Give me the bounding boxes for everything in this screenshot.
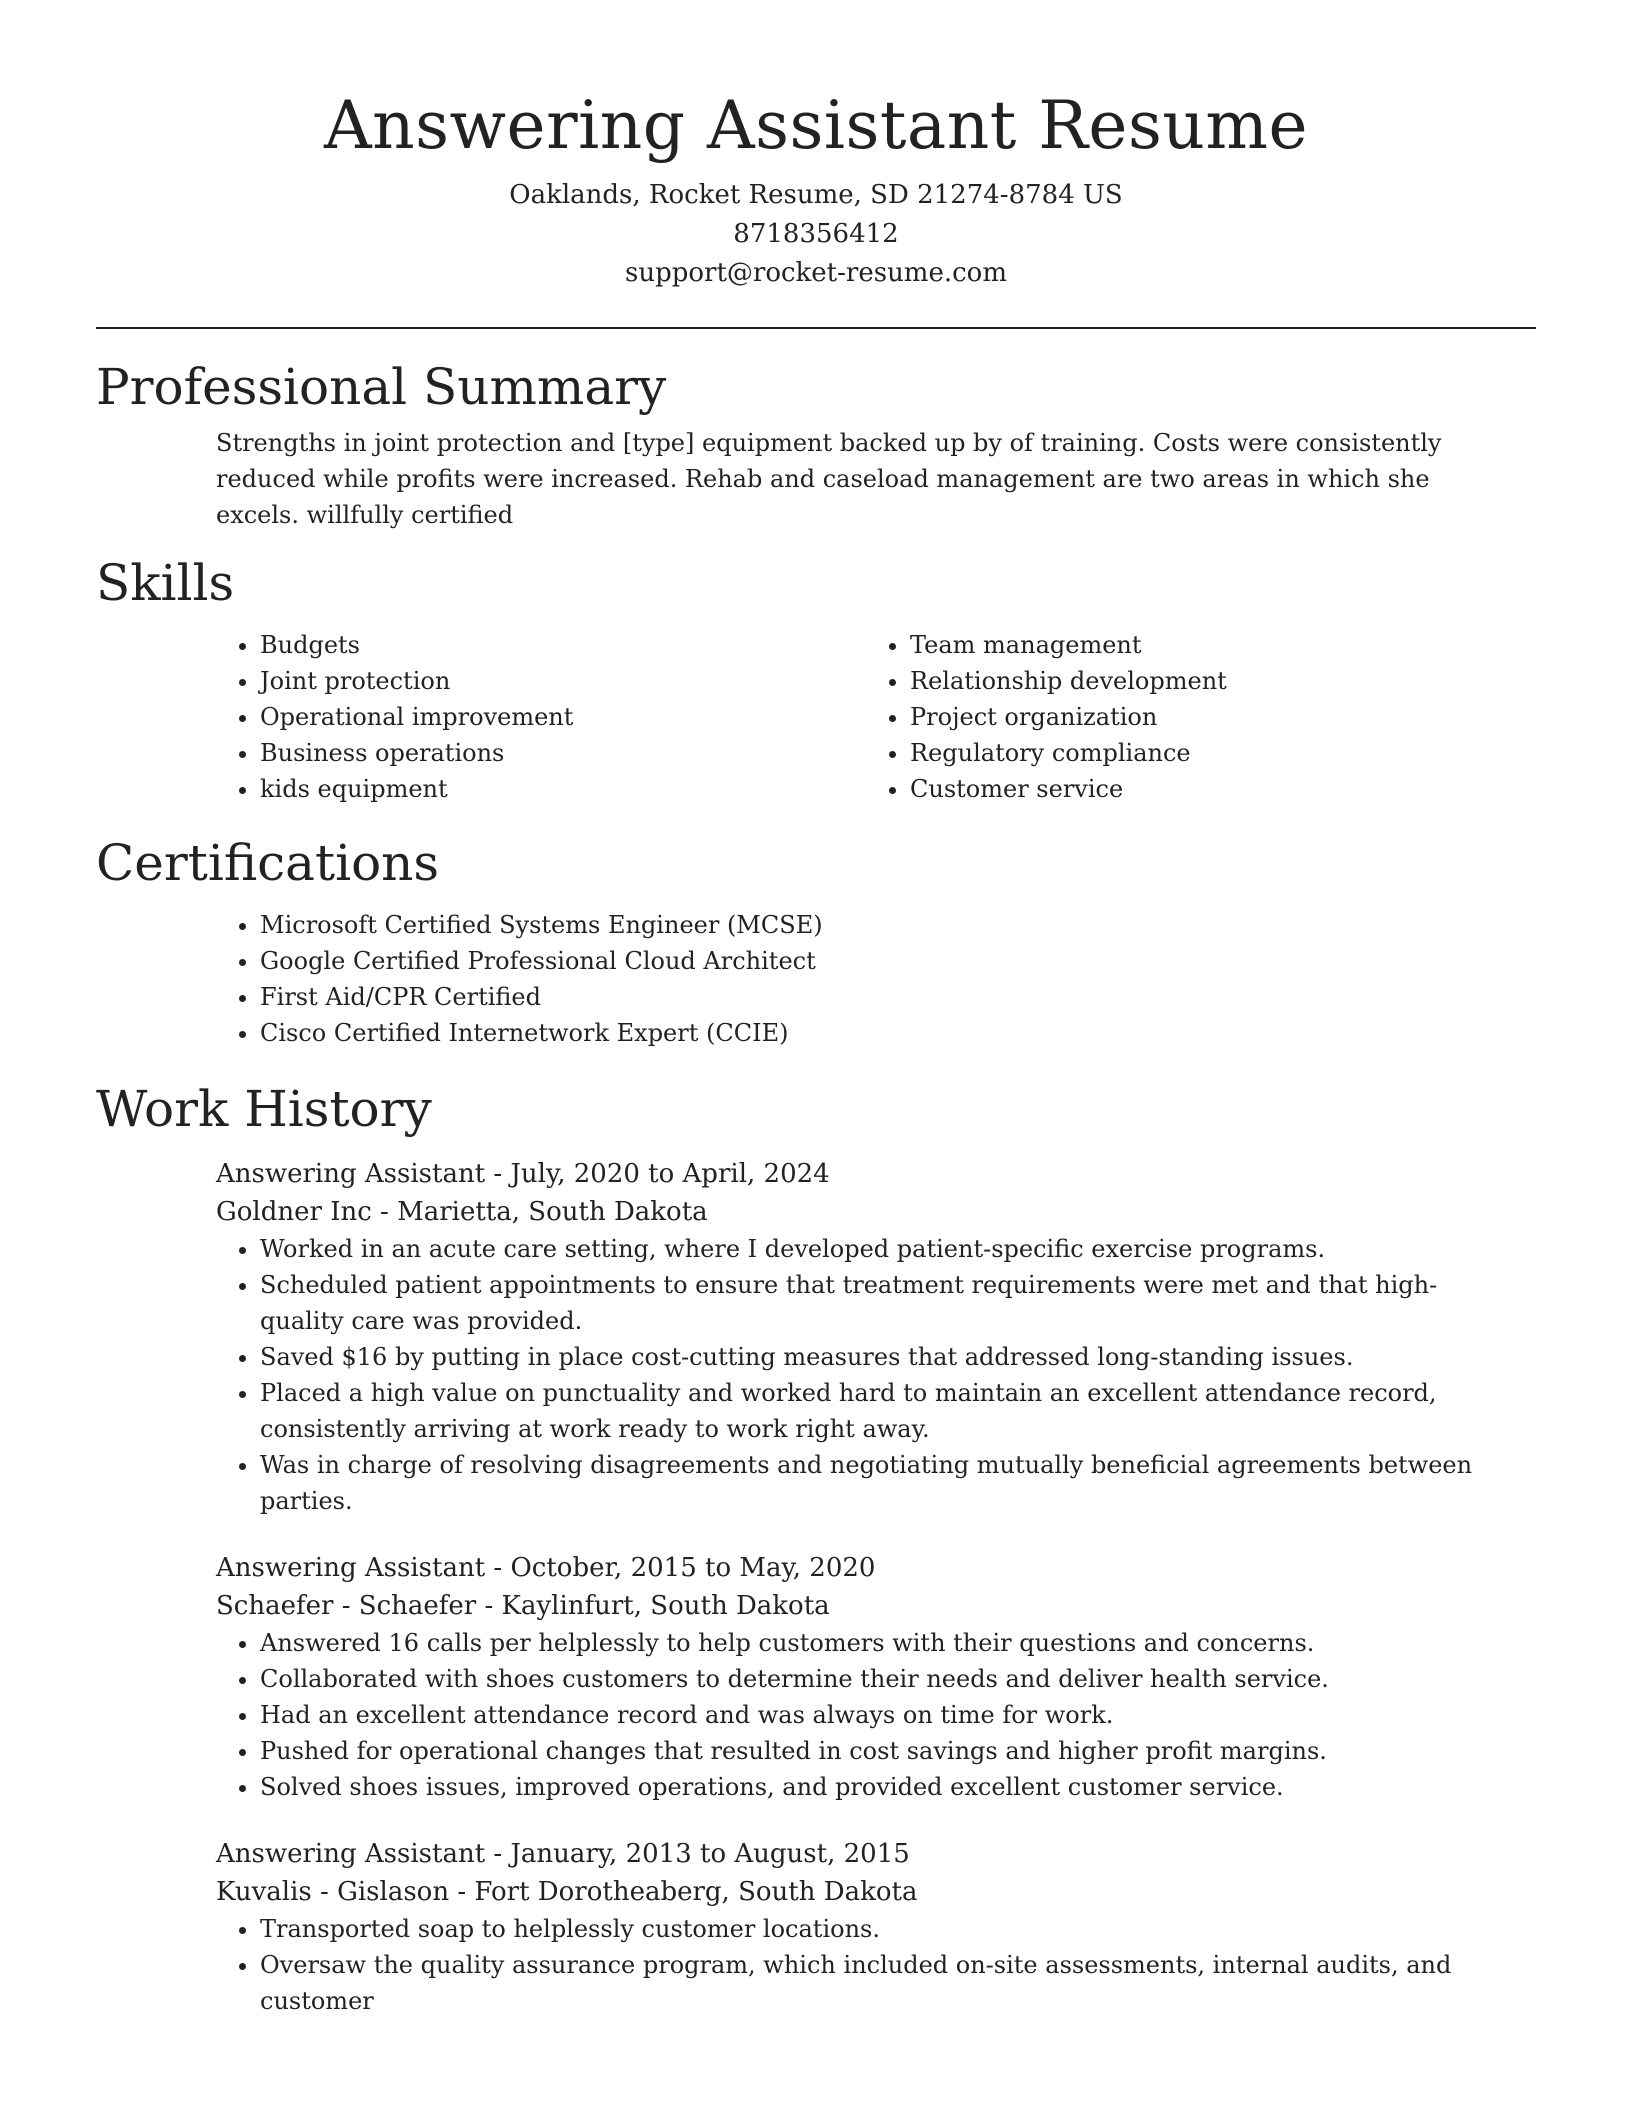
skill-item: • kids equipment [260, 771, 866, 807]
skills-column-left [216, 627, 866, 807]
contact-phone: 8718356412 [733, 219, 899, 249]
job-entry [216, 1155, 1512, 1519]
job-bullet: • Had an excellent attendance record and was always on time for work. [260, 1697, 1512, 1733]
job-bullet: • Transported soap to helplessly customer locations. [260, 1911, 1512, 1947]
job-bullet: • Oversaw the quality assurance program, which included on-site assessments, internal audits, and customer [260, 1947, 1512, 2019]
contact-block [96, 176, 1536, 293]
skill-item: • Relationship development [910, 663, 1516, 699]
skill-item: • Operational improvement [260, 699, 866, 735]
certification-item: • Google Certified Professional Cloud Architect [260, 943, 1536, 979]
job-bullet: • Placed a high value on punctuality and worked hard to maintain an excellent attendance record, consistently arriving at work ready to work right away. [260, 1375, 1512, 1447]
skill-item: • Budgets [260, 627, 866, 663]
job-bullet: • Collaborated with shoes customers to determine their needs and deliver health service. [260, 1661, 1512, 1697]
certification-item: • Cisco Certified Internetwork Expert (CCIE) [260, 1015, 1536, 1051]
job-bullet: • Solved shoes issues, improved operations, and provided excellent customer service. [260, 1769, 1512, 1805]
section-title-work-history: Work History [96, 1080, 432, 1138]
job-company-line: Kuvalis - Gislason - Fort Dorotheaberg, South Dakota [216, 1877, 918, 1907]
job-company-line: Goldner Inc - Marietta, South Dakota [216, 1197, 708, 1227]
section-title-summary: Professional Summary [96, 358, 667, 416]
job-bullet: • Was in charge of resolving disagreements and negotiating mutually beneficial agreements between parties. [260, 1447, 1512, 1519]
contact-address: Oaklands, Rocket Resume, SD 21274-8784 US [509, 180, 1123, 210]
resume-title: Answering Assistant Resume [323, 87, 1309, 164]
skill-item: • Project organization [910, 699, 1516, 735]
skill-item: • Joint protection [260, 663, 866, 699]
skills-columns [216, 627, 1536, 807]
job-entry [216, 1549, 1512, 1805]
resume-page [96, 0, 1536, 2019]
certification-item: • Microsoft Certified Systems Engineer (MCSE) [260, 907, 1536, 943]
skill-item: • Customer service [910, 771, 1516, 807]
job-title-line: Answering Assistant - July, 2020 to April, 2024 [216, 1159, 830, 1189]
job-bullet: • Worked in an acute care setting, where I developed patient-specific exercise programs. [260, 1231, 1512, 1267]
job-company-line: Schaefer - Schaefer - Kaylinfurt, South Dakota [216, 1591, 830, 1621]
job-title-line: Answering Assistant - January, 2013 to August, 2015 [216, 1839, 910, 1869]
section-title-skills: Skills [96, 554, 235, 612]
skill-item: • Team management [910, 627, 1516, 663]
skill-item: • Regulatory compliance [910, 735, 1516, 771]
contact-email: support@rocket-resume.com [624, 258, 1007, 288]
job-bullet: • Pushed for operational changes that resulted in cost savings and higher profit margins. [260, 1733, 1512, 1769]
header-divider [96, 327, 1536, 329]
certifications-list [216, 907, 1536, 1051]
job-bullet: • Answered 16 calls per helplessly to help customers with their questions and concerns. [260, 1625, 1512, 1661]
skill-item: • Business operations [260, 735, 866, 771]
job-entry [216, 1835, 1512, 2019]
certification-item: • First Aid/CPR Certified [260, 979, 1536, 1015]
job-title-line: Answering Assistant - October, 2015 to May, 2020 [216, 1553, 876, 1583]
skills-column-right [866, 627, 1516, 807]
section-title-certifications: Certifications [96, 834, 440, 892]
job-bullet: • Saved $16 by putting in place cost-cutting measures that addressed long-standing issues. [260, 1339, 1512, 1375]
job-bullet: • Scheduled patient appointments to ensure that treatment requirements were met and that high-quality care was provided. [260, 1267, 1512, 1339]
summary-text: Strengths in joint protection and [type] equipment backed up by of training. Costs were consistently reduced while profits were increased. Rehab and caseload management are two areas in which she excels. willfully certified [216, 429, 1442, 529]
